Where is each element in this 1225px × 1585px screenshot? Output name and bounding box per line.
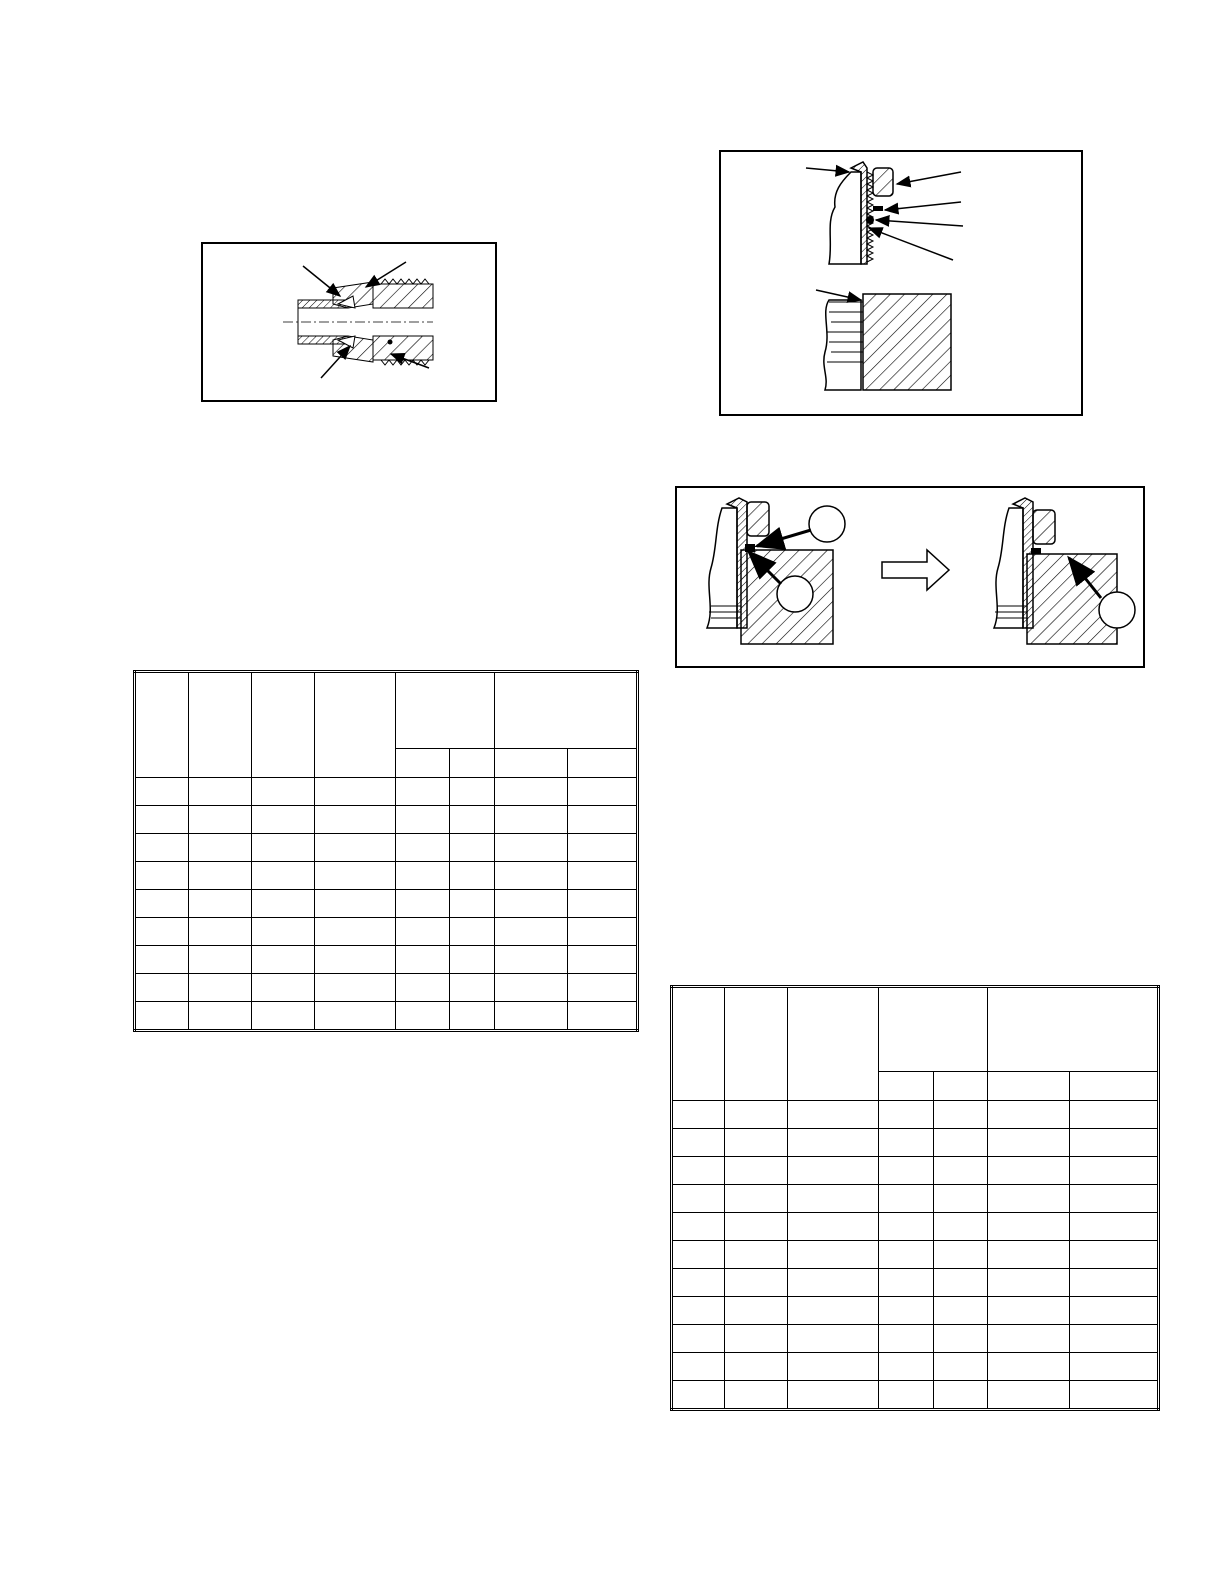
table-cell xyxy=(788,1353,879,1381)
table-cell xyxy=(725,1325,788,1353)
table-cell xyxy=(494,1002,567,1031)
table-cell xyxy=(788,1213,879,1241)
table-cell xyxy=(252,862,315,890)
figure-o-ring-boss-fitting xyxy=(719,150,1083,416)
header-cell xyxy=(494,672,637,749)
table-row xyxy=(135,946,638,974)
table-cell xyxy=(252,1002,315,1031)
table-header-row xyxy=(672,987,1159,1072)
table-cell xyxy=(1069,1101,1158,1129)
table-cell xyxy=(189,1002,252,1031)
table-cell xyxy=(879,1325,933,1353)
table-cell xyxy=(788,1101,879,1129)
table-cell xyxy=(879,1213,933,1241)
table-cell xyxy=(1069,1325,1158,1353)
table-cell xyxy=(494,918,567,946)
table-row xyxy=(672,1129,1159,1157)
table-cell xyxy=(933,1269,987,1297)
table-cell xyxy=(252,834,315,862)
table-cell xyxy=(725,1185,788,1213)
table-cell xyxy=(315,890,395,918)
header-cell xyxy=(135,672,189,778)
table-cell xyxy=(1069,1269,1158,1297)
table-row xyxy=(135,862,638,890)
table-cell xyxy=(879,1297,933,1325)
table-cell xyxy=(1069,1129,1158,1157)
table-cell xyxy=(987,1381,1069,1410)
table-cell xyxy=(933,1213,987,1241)
table-cell xyxy=(449,1002,494,1031)
table-row xyxy=(672,1297,1159,1325)
table-row xyxy=(135,806,638,834)
table-cell xyxy=(879,1241,933,1269)
table-cell xyxy=(189,974,252,1002)
table-cell xyxy=(725,1353,788,1381)
table-cell xyxy=(189,778,252,806)
header-cell xyxy=(252,672,315,778)
table-row xyxy=(135,1002,638,1031)
table-cell xyxy=(449,946,494,974)
table-cell xyxy=(135,806,189,834)
table-cell xyxy=(189,890,252,918)
table-cell xyxy=(315,834,395,862)
figure-o-ring-seating-sequence xyxy=(675,486,1145,668)
table-cell xyxy=(672,1101,725,1129)
table-row xyxy=(672,1241,1159,1269)
table-cell xyxy=(672,1353,725,1381)
table-row xyxy=(672,1269,1159,1297)
subheader-cell xyxy=(987,1071,1069,1100)
table-cell xyxy=(567,918,637,946)
table-cell xyxy=(494,890,567,918)
table-cell xyxy=(395,890,449,918)
table-cell xyxy=(449,834,494,862)
table-cell xyxy=(725,1297,788,1325)
table-cell xyxy=(725,1213,788,1241)
table-cell xyxy=(395,918,449,946)
table-cell xyxy=(987,1101,1069,1129)
header-cell xyxy=(987,987,1158,1072)
table-row xyxy=(135,778,638,806)
table-cell xyxy=(315,778,395,806)
table-cell xyxy=(672,1269,725,1297)
table-cell xyxy=(788,1129,879,1157)
table-row xyxy=(135,890,638,918)
subheader-cell xyxy=(494,748,567,777)
table-cell xyxy=(725,1241,788,1269)
table-cell xyxy=(1069,1241,1158,1269)
spec-table-left xyxy=(133,670,639,1032)
table-cell xyxy=(135,974,189,1002)
header-cell xyxy=(189,672,252,778)
table-row xyxy=(672,1157,1159,1185)
table-cell xyxy=(252,946,315,974)
table-cell xyxy=(567,834,637,862)
table-cell xyxy=(987,1353,1069,1381)
table-cell xyxy=(672,1129,725,1157)
table-cell xyxy=(189,918,252,946)
table-cell xyxy=(987,1185,1069,1213)
table-cell xyxy=(933,1297,987,1325)
table-cell xyxy=(879,1101,933,1129)
table-cell xyxy=(672,1297,725,1325)
table-cell xyxy=(567,946,637,974)
figure-tube-fitting-section xyxy=(201,242,497,402)
table-cell xyxy=(672,1241,725,1269)
header-cell xyxy=(788,987,879,1101)
table-cell xyxy=(725,1129,788,1157)
table-cell xyxy=(987,1157,1069,1185)
table-cell xyxy=(879,1185,933,1213)
subheader-cell xyxy=(1069,1071,1158,1100)
table-cell xyxy=(725,1157,788,1185)
table-cell xyxy=(395,834,449,862)
header-cell xyxy=(395,672,494,749)
table-cell xyxy=(1069,1381,1158,1410)
table-cell xyxy=(725,1381,788,1410)
table-cell xyxy=(189,834,252,862)
table-cell xyxy=(1069,1297,1158,1325)
table-cell xyxy=(933,1101,987,1129)
table-cell xyxy=(788,1325,879,1353)
table-cell xyxy=(315,862,395,890)
table-cell xyxy=(933,1325,987,1353)
table-cell xyxy=(449,778,494,806)
table-cell xyxy=(1069,1213,1158,1241)
table-cell xyxy=(879,1381,933,1410)
table-cell xyxy=(135,890,189,918)
table-cell xyxy=(672,1381,725,1410)
table-cell xyxy=(933,1241,987,1269)
table-cell xyxy=(1069,1157,1158,1185)
header-cell xyxy=(672,987,725,1101)
table-cell xyxy=(788,1241,879,1269)
table-cell xyxy=(395,1002,449,1031)
table-cell xyxy=(567,1002,637,1031)
table-cell xyxy=(189,946,252,974)
table-cell xyxy=(135,862,189,890)
table-cell xyxy=(788,1269,879,1297)
table-cell xyxy=(987,1213,1069,1241)
table-cell xyxy=(672,1213,725,1241)
table-row xyxy=(672,1325,1159,1353)
table-row xyxy=(672,1353,1159,1381)
table-cell xyxy=(567,778,637,806)
header-cell xyxy=(879,987,987,1072)
spec-table-right xyxy=(670,985,1160,1411)
table-row xyxy=(672,1381,1159,1410)
table-cell xyxy=(315,918,395,946)
table-cell xyxy=(449,974,494,1002)
table-row xyxy=(135,834,638,862)
table-cell xyxy=(395,806,449,834)
table-cell xyxy=(315,1002,395,1031)
table-cell xyxy=(879,1157,933,1185)
table-cell xyxy=(1069,1353,1158,1381)
header-cell xyxy=(315,672,395,778)
subheader-cell xyxy=(395,748,449,777)
table-cell xyxy=(879,1129,933,1157)
table-cell xyxy=(135,946,189,974)
table-cell xyxy=(494,862,567,890)
table-cell xyxy=(672,1325,725,1353)
table-cell xyxy=(933,1129,987,1157)
table-row xyxy=(672,1185,1159,1213)
table-cell xyxy=(788,1297,879,1325)
header-cell xyxy=(725,987,788,1101)
subheader-cell xyxy=(449,748,494,777)
table-row xyxy=(672,1101,1159,1129)
table-cell xyxy=(189,862,252,890)
table-cell xyxy=(933,1157,987,1185)
table-cell xyxy=(395,974,449,1002)
table-cell xyxy=(494,778,567,806)
subheader-cell xyxy=(879,1071,933,1100)
table-cell xyxy=(449,806,494,834)
table-cell xyxy=(494,834,567,862)
table-cell xyxy=(395,862,449,890)
table-cell xyxy=(252,806,315,834)
subheader-cell xyxy=(933,1071,987,1100)
table-cell xyxy=(449,890,494,918)
table-row xyxy=(135,974,638,1002)
table-cell xyxy=(494,806,567,834)
table-cell xyxy=(879,1353,933,1381)
table-cell xyxy=(788,1157,879,1185)
table-cell xyxy=(725,1269,788,1297)
table-cell xyxy=(315,946,395,974)
table-cell xyxy=(252,974,315,1002)
table-cell xyxy=(395,946,449,974)
subheader-cell xyxy=(567,748,637,777)
table-cell xyxy=(135,834,189,862)
table-cell xyxy=(567,974,637,1002)
table-cell xyxy=(879,1269,933,1297)
table-cell xyxy=(933,1353,987,1381)
table-cell xyxy=(567,862,637,890)
table-cell xyxy=(987,1325,1069,1353)
table-cell xyxy=(933,1185,987,1213)
table-cell xyxy=(987,1297,1069,1325)
table-header-row xyxy=(135,672,638,749)
table-cell xyxy=(725,1101,788,1129)
table-cell xyxy=(788,1185,879,1213)
table-row xyxy=(135,918,638,946)
table-cell xyxy=(189,806,252,834)
table-cell xyxy=(252,918,315,946)
table-cell xyxy=(449,918,494,946)
table-cell xyxy=(567,806,637,834)
table-cell xyxy=(252,778,315,806)
table-cell xyxy=(395,778,449,806)
table-cell xyxy=(567,890,637,918)
table-cell xyxy=(987,1241,1069,1269)
table-cell xyxy=(494,974,567,1002)
table-cell xyxy=(449,862,494,890)
table-cell xyxy=(315,806,395,834)
table-cell xyxy=(933,1381,987,1410)
table-cell xyxy=(672,1185,725,1213)
table-cell xyxy=(494,946,567,974)
table-cell xyxy=(987,1129,1069,1157)
table-cell xyxy=(135,1002,189,1031)
table-row xyxy=(672,1213,1159,1241)
table-cell xyxy=(135,778,189,806)
table-cell xyxy=(252,890,315,918)
table-cell xyxy=(672,1157,725,1185)
table-cell xyxy=(987,1269,1069,1297)
table-cell xyxy=(135,918,189,946)
table-cell xyxy=(788,1381,879,1410)
table-cell xyxy=(1069,1185,1158,1213)
table-cell xyxy=(315,974,395,1002)
